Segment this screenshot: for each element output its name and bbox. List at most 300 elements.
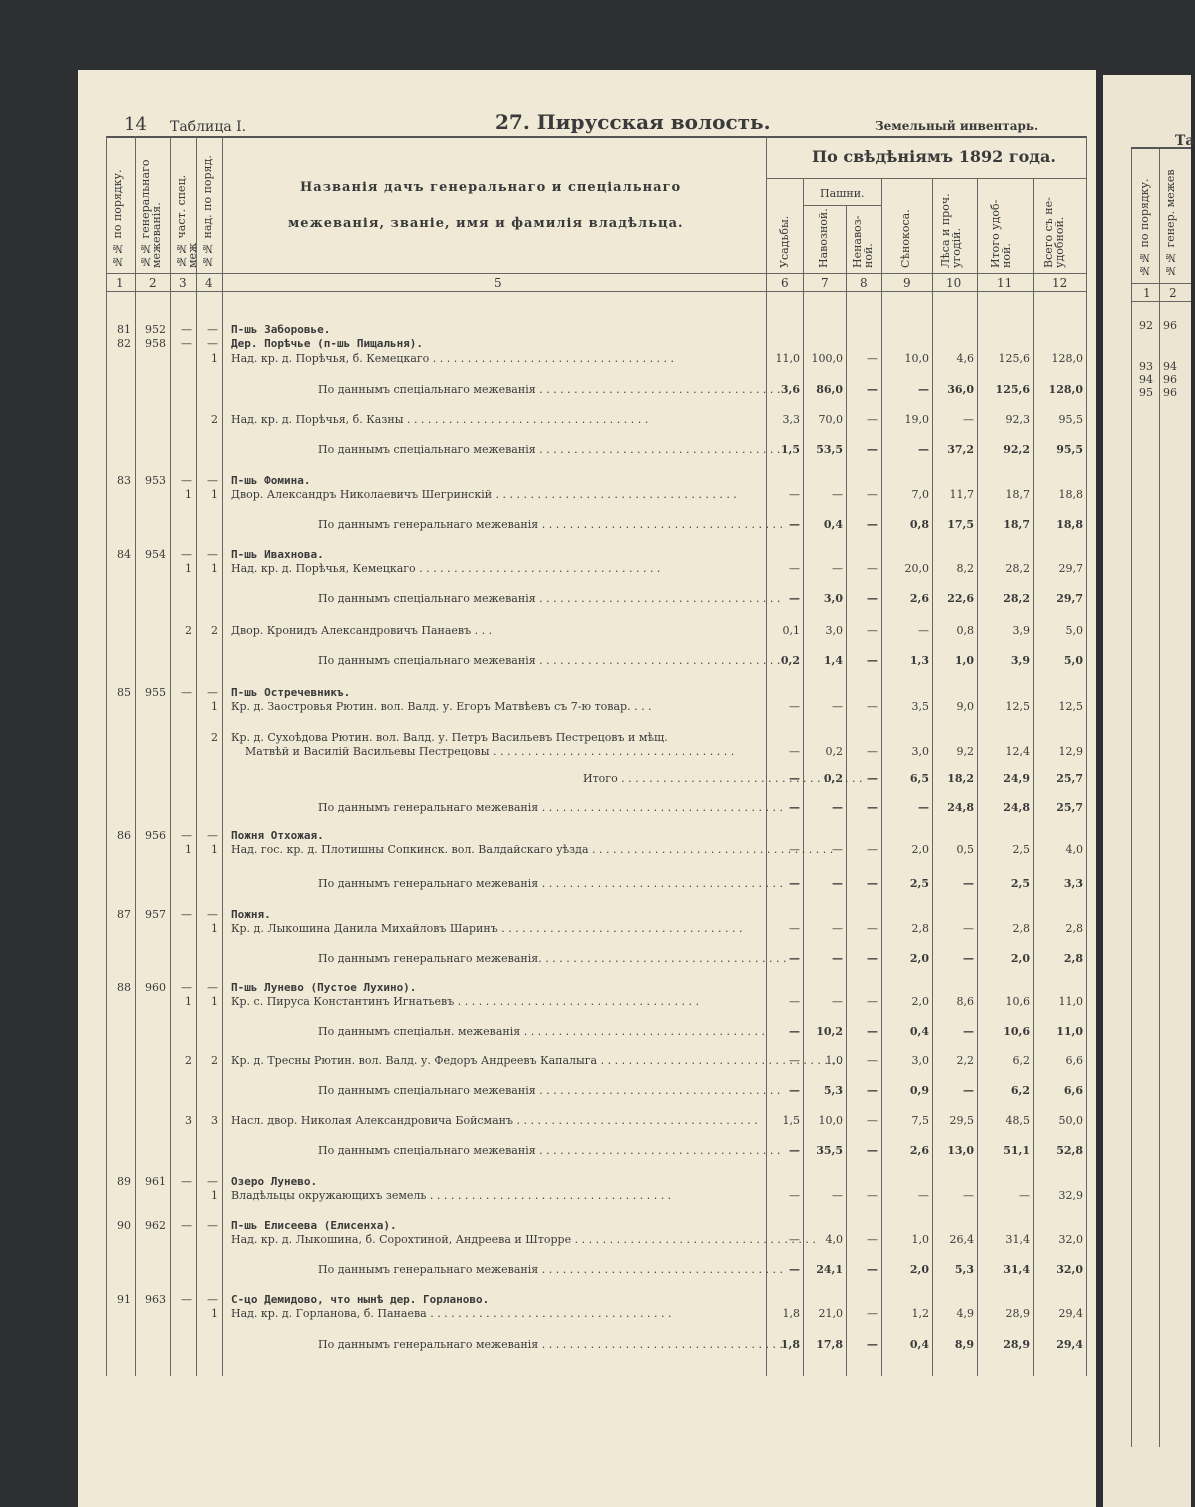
col-number: 11 — [997, 276, 1013, 290]
row-value-col12: 4,0 — [1065, 843, 1083, 856]
row-index-3: — — [181, 829, 192, 842]
row-value-col8: — — [867, 952, 878, 965]
table-row — [0, 413, 1191, 427]
row-value-col8: — — [867, 995, 878, 1008]
row-index-1: 82 — [117, 337, 131, 350]
row-value-col8: — — [867, 1144, 878, 1157]
row-value-col7: 10,0 — [818, 1114, 843, 1127]
row-name: По даннымъ спеціальнаго межеванія . . . — [318, 654, 763, 668]
row-index-4: 1 — [211, 488, 218, 501]
row-name: По даннымъ генеральнаго межеванія . . . — [318, 877, 763, 891]
row-value-col7: 0,4 — [823, 518, 843, 531]
row-value-col9: — — [918, 1189, 929, 1202]
row-value-col6: 0,2 — [780, 654, 800, 667]
row-index-4: 3 — [211, 1114, 218, 1127]
row-value-col10: — — [963, 922, 974, 935]
row-value-col12: 3,3 — [1063, 877, 1083, 890]
row-index-4: — — [207, 829, 218, 842]
table-row — [0, 1144, 1191, 1158]
table-row — [0, 801, 1191, 815]
row-value-col9: 2,5 — [909, 877, 929, 890]
row-index-3: — — [181, 1175, 192, 1188]
row-value-col9: 0,8 — [909, 518, 929, 531]
row-value-col9: 0,9 — [909, 1084, 929, 1097]
row-value-col6: — — [789, 592, 800, 605]
row-name: По даннымъ генеральнаго межеванія . . . — [318, 1338, 763, 1352]
row-value-col12: 11,0 — [1056, 1025, 1083, 1038]
row-value-col8: — — [867, 1114, 878, 1127]
row-index-4: — — [207, 323, 218, 336]
table-row — [0, 488, 1191, 502]
table-row — [0, 745, 1191, 759]
row-value-col6: — — [789, 700, 800, 713]
row-index-3: — — [181, 337, 192, 350]
row-index-2: 963 — [145, 1293, 166, 1306]
row-value-col10: 8,6 — [956, 995, 974, 1008]
row-value-col7: — — [832, 843, 843, 856]
row-value-col7: 1,0 — [825, 1054, 843, 1067]
row-value-col12: 6,6 — [1065, 1054, 1083, 1067]
table-top-rule — [106, 136, 1086, 138]
col5-header-line2: межеванія, званіе, имя и фамилія владѣльца. — [288, 216, 684, 231]
row-name: П-шь Фомина. — [231, 474, 311, 487]
row-value-col10: 5,3 — [954, 1263, 974, 1276]
row-value-col12: 95,5 — [1056, 443, 1083, 456]
row-value-col8: — — [867, 592, 878, 605]
row-value-col8: — — [867, 1338, 878, 1351]
next-row-n1: 92 — [1139, 319, 1153, 332]
table-row — [0, 1114, 1191, 1128]
row-value-col6: 1,5 — [782, 1114, 800, 1127]
table-row — [0, 1175, 1191, 1189]
row-name: Кр. д. Тресны Рютин. вол. Валд. у. Федоръ Андреевъ Капалыга . . . — [231, 1054, 761, 1068]
table-row — [0, 1054, 1191, 1068]
table-row — [0, 624, 1191, 638]
row-value-col10: 17,5 — [947, 518, 974, 531]
row-name: Двор. Кронидъ Александровичъ Панаевъ . . . — [231, 624, 493, 637]
row-name: Над. кр. д. Порѣчья, б. Кемецкаго . . . — [231, 352, 761, 366]
row-index-4: — — [207, 474, 218, 487]
row-value-col7: — — [832, 877, 843, 890]
row-value-col9: 20,0 — [904, 562, 929, 575]
next-row-n1: 93 — [1139, 360, 1153, 373]
row-index-1: 87 — [117, 908, 131, 921]
row-value-col7: — — [832, 922, 843, 935]
row-value-col11: 31,4 — [1003, 1263, 1030, 1276]
table-row — [0, 1338, 1191, 1352]
row-value-col9: 2,6 — [909, 592, 929, 605]
row-value-col7: 1,4 — [823, 654, 843, 667]
row-value-col7: 4,0 — [825, 1233, 843, 1246]
row-value-col10: 29,5 — [949, 1114, 974, 1127]
row-value-col9: 0,4 — [909, 1025, 929, 1038]
row-value-col6: — — [789, 1054, 800, 1067]
row-value-col10: 13,0 — [947, 1144, 974, 1157]
row-index-2: 960 — [145, 981, 166, 994]
row-value-col9: 2,6 — [909, 1144, 929, 1157]
col-number: 4 — [205, 276, 213, 290]
row-value-col11: 125,6 — [998, 352, 1030, 365]
table-row — [0, 548, 1191, 562]
section-title: Земельный инвентарь. — [875, 119, 1039, 133]
row-name: Владѣльцы окружающихъ земель . . . — [231, 1189, 761, 1203]
row-value-col6: — — [789, 1084, 800, 1097]
row-name: По даннымъ генеральнаго межеванія. . . . — [318, 952, 763, 966]
row-value-col12: 128,0 — [1048, 383, 1083, 396]
row-value-col7: 5,3 — [823, 1084, 843, 1097]
col-number: 8 — [860, 276, 868, 290]
row-value-col9: — — [918, 624, 929, 637]
row-value-col12: 50,0 — [1058, 1114, 1083, 1127]
row-value-col9: 2,0 — [909, 952, 929, 965]
row-value-col6: — — [789, 772, 800, 785]
table-row — [0, 337, 1191, 351]
row-value-col11: 28,2 — [1005, 562, 1030, 575]
row-value-col11: 28,9 — [1005, 1307, 1030, 1320]
row-value-col12: 25,7 — [1056, 801, 1083, 814]
row-index-4: — — [207, 1293, 218, 1306]
col-number: 6 — [781, 276, 789, 290]
row-index-2: 957 — [145, 908, 166, 921]
row-index-1: 90 — [117, 1219, 131, 1232]
row-value-col10: — — [963, 1084, 974, 1097]
row-value-col8: — — [867, 352, 878, 365]
row-value-col8: — — [867, 1263, 878, 1276]
pashni-header: Пашни. — [820, 187, 865, 200]
row-value-col12: 128,0 — [1051, 352, 1083, 365]
row-value-col12: 32,9 — [1058, 1189, 1083, 1202]
table-row — [0, 731, 1191, 745]
row-value-col11: 48,5 — [1005, 1114, 1030, 1127]
next-row-n1: 94 — [1139, 373, 1153, 386]
row-value-col11: 10,6 — [1003, 1025, 1030, 1038]
row-index-1: 83 — [117, 474, 131, 487]
row-value-col12: 2,8 — [1063, 952, 1083, 965]
row-name: П-шь Остречевникъ. — [231, 686, 351, 699]
row-name: Двор. Александръ Николаевичъ Шегринскій . . . — [231, 488, 761, 502]
row-value-col9: 2,0 — [911, 843, 929, 856]
row-value-col7: 86,0 — [816, 383, 843, 396]
row-value-col10: — — [963, 877, 974, 890]
table-row — [0, 981, 1191, 995]
row-value-col10: 9,0 — [956, 700, 974, 713]
row-value-col11: 92,3 — [1005, 413, 1030, 426]
row-name: Пожня. — [231, 908, 271, 921]
row-value-col12: 6,6 — [1063, 1084, 1083, 1097]
row-value-col10: 1,0 — [954, 654, 974, 667]
row-value-col6: 0,1 — [782, 624, 800, 637]
row-value-col8: — — [867, 877, 878, 890]
row-name: По даннымъ генеральнаго межеванія . . . — [318, 801, 763, 815]
row-value-col6: — — [789, 922, 800, 935]
row-value-col9: 2,0 — [909, 1263, 929, 1276]
row-value-col11: — — [1019, 1189, 1030, 1202]
col11-header: Итого удоб-ной. — [989, 199, 1013, 268]
row-value-col8: — — [867, 1054, 878, 1067]
row-index-3: — — [181, 686, 192, 699]
row-index-3: 1 — [185, 843, 192, 856]
row-index-1: 91 — [117, 1293, 131, 1306]
next-page-header: Та — [1175, 133, 1195, 149]
next-row-n2: 96 — [1163, 373, 1177, 386]
row-value-col12: 52,8 — [1056, 1144, 1083, 1157]
row-name: Над. кр. д. Порѣчья, б. Казны . . . — [231, 413, 761, 427]
row-name: Насл. двор. Николая Александровича Бойсманъ . . . — [231, 1114, 761, 1128]
row-value-col8: — — [867, 1189, 878, 1202]
row-value-col9: 10,0 — [904, 352, 929, 365]
row-value-col8: — — [867, 413, 878, 426]
row-value-col9: 2,0 — [911, 995, 929, 1008]
col-number: 5 — [494, 276, 502, 290]
row-index-1: 85 — [117, 686, 131, 699]
row-value-col7: — — [832, 995, 843, 1008]
table-row — [0, 1233, 1191, 1247]
row-value-col10: 8,9 — [954, 1338, 974, 1351]
row-value-col8: — — [867, 518, 878, 531]
next-row-n1: 95 — [1139, 386, 1153, 399]
row-value-col10: 4,6 — [956, 352, 974, 365]
ledger-page — [78, 70, 1096, 1507]
col6-header: Усадьбы. — [778, 215, 791, 268]
table-row — [0, 952, 1191, 966]
row-value-col9: 1,2 — [911, 1307, 929, 1320]
row-value-col11: 51,1 — [1003, 1144, 1030, 1157]
row-index-2: 952 — [145, 323, 166, 336]
row-name: Над. кр. д. Порѣчья, Кемецкаго . . . — [231, 562, 761, 576]
row-value-col10: 2,2 — [956, 1054, 974, 1067]
row-value-col8: — — [867, 488, 878, 501]
row-value-col9: 7,0 — [911, 488, 929, 501]
col1-header: №№ по порядку. — [111, 169, 124, 268]
row-name: По даннымъ генеральнаго межеванія . . . — [318, 518, 763, 532]
table-row — [0, 383, 1191, 397]
row-value-col6: — — [789, 518, 800, 531]
table-row — [0, 443, 1191, 457]
row-index-4: — — [207, 686, 218, 699]
row-value-col9: 3,5 — [911, 700, 929, 713]
row-index-1: 89 — [117, 1175, 131, 1188]
row-value-col8: — — [867, 843, 878, 856]
row-name: С-цо Демидово, что нынѣ дер. Горланово. — [231, 1293, 490, 1306]
row-index-4: — — [207, 1219, 218, 1232]
row-name: П-шь Заборовье. — [231, 323, 331, 336]
row-value-col12: 5,0 — [1063, 654, 1083, 667]
row-index-4: 1 — [211, 352, 218, 365]
row-value-col7: — — [832, 700, 843, 713]
row-value-col8: — — [867, 624, 878, 637]
row-value-col12: 29,7 — [1056, 592, 1083, 605]
row-value-col11: 24,8 — [1003, 801, 1030, 814]
row-value-col9: — — [918, 801, 929, 814]
row-value-col8: — — [867, 562, 878, 575]
row-value-col11: 18,7 — [1003, 518, 1030, 531]
numbers-rule — [106, 291, 1086, 292]
row-value-col6: — — [789, 843, 800, 856]
row-value-col12: 2,8 — [1065, 922, 1083, 935]
row-name: Над. кр. д. Горланова, б. Панаева . . . — [231, 1307, 761, 1321]
row-value-col6: 3,3 — [782, 413, 800, 426]
row-value-col6: 3,6 — [780, 383, 800, 396]
row-value-col6: — — [789, 995, 800, 1008]
col5-header-line1: Названія дачъ генеральнаго и спеціальнаго — [300, 180, 682, 195]
row-name: По даннымъ спеціальнаго межеванія . . . — [318, 1084, 763, 1098]
row-value-col11: 6,2 — [1010, 1084, 1030, 1097]
col2-header: №№ генеральнаго межеванія. — [139, 159, 163, 268]
row-value-col7: 3,0 — [823, 592, 843, 605]
group-rule — [766, 178, 1086, 179]
row-index-2: 954 — [145, 548, 166, 561]
row-index-4: — — [207, 1175, 218, 1188]
row-value-col12: 12,5 — [1058, 700, 1083, 713]
col-border — [1159, 147, 1160, 1447]
row-value-col12: 32,0 — [1058, 1233, 1083, 1246]
row-index-4: — — [207, 337, 218, 350]
row-value-col9: 1,3 — [909, 654, 929, 667]
row-value-col9: 3,0 — [911, 745, 929, 758]
row-value-col11: 2,8 — [1012, 922, 1030, 935]
table-row — [0, 1293, 1191, 1307]
col-number: 1 — [116, 276, 124, 290]
row-value-col11: 6,2 — [1012, 1054, 1030, 1067]
row-value-col11: 18,7 — [1005, 488, 1030, 501]
row-index-3: 1 — [185, 995, 192, 1008]
row-index-1: 86 — [117, 829, 131, 842]
row-value-col7: — — [832, 801, 843, 814]
row-value-col10: — — [963, 1025, 974, 1038]
row-value-col6: — — [789, 1025, 800, 1038]
col-number: 12 — [1052, 276, 1068, 290]
row-value-col10: 11,7 — [949, 488, 974, 501]
row-value-col11: 31,4 — [1005, 1233, 1030, 1246]
table-label: Таблица I. — [170, 119, 247, 135]
row-index-4: — — [207, 981, 218, 994]
row-value-col6: — — [789, 1263, 800, 1276]
col12-header: Всего съ не-удобной. — [1042, 197, 1066, 268]
row-value-col8: — — [867, 443, 878, 456]
col4-header: №№ над. по поряд. — [201, 155, 214, 268]
row-name: По даннымъ спеціальнаго межеванія . . . — [318, 592, 763, 606]
row-index-2: 956 — [145, 829, 166, 842]
row-index-1: 81 — [117, 323, 131, 336]
row-value-col11: 3,9 — [1012, 624, 1030, 637]
row-index-4: 1 — [211, 922, 218, 935]
row-index-3: 3 — [185, 1114, 192, 1127]
col-number: 10 — [946, 276, 962, 290]
row-value-col9: 19,0 — [904, 413, 929, 426]
row-name: П-шь Лунево (Пустое Лухино). — [231, 981, 417, 994]
row-value-col9: 6,5 — [909, 772, 929, 785]
pashni-rule — [803, 205, 881, 206]
row-name: Озеро Лунево. — [231, 1175, 318, 1188]
row-name: Пожня Отхожая. — [231, 829, 324, 842]
table-row — [0, 1263, 1191, 1277]
row-value-col6: 1,5 — [780, 443, 800, 456]
row-index-4: 2 — [211, 413, 218, 426]
row-name: По даннымъ спеціальн. межеванія . . . — [318, 1025, 763, 1039]
row-value-col6: — — [789, 1189, 800, 1202]
row-value-col11: 92,2 — [1003, 443, 1030, 456]
row-index-4: 2 — [211, 731, 218, 744]
row-value-col11: 12,4 — [1005, 745, 1030, 758]
row-value-col6: — — [789, 801, 800, 814]
row-value-col11: 10,6 — [1005, 995, 1030, 1008]
col9-header: Сѣнокоса. — [899, 209, 912, 268]
table-row — [0, 1307, 1191, 1321]
row-name: Над. кр. д. Лыкошина, б. Сорохтиной, Андреева и Шторре . . . — [231, 1233, 761, 1247]
page-number: 14 — [124, 114, 147, 135]
row-value-col10: 22,6 — [947, 592, 974, 605]
col-number: 7 — [821, 276, 829, 290]
row-value-col9: 1,0 — [911, 1233, 929, 1246]
header-rule — [106, 273, 1086, 274]
page-title: 27. Пирусская волость. — [495, 110, 771, 134]
row-value-col7: 21,0 — [818, 1307, 843, 1320]
row-index-4: 1 — [211, 843, 218, 856]
row-name: Дер. Порѣчье (п-шь Пищальня). — [231, 337, 424, 350]
row-value-col12: 11,0 — [1058, 995, 1083, 1008]
row-value-col12: 32,0 — [1056, 1263, 1083, 1276]
row-index-1: 84 — [117, 548, 131, 561]
row-index-2: 958 — [145, 337, 166, 350]
row-index-3: 1 — [185, 562, 192, 575]
row-value-col9: 7,5 — [911, 1114, 929, 1127]
row-name: Над. гос. кр. д. Плотишны Сопкинск. вол. Валдайскаго уѣзда . . . — [231, 843, 761, 857]
table-row — [0, 654, 1191, 668]
row-index-4: 1 — [211, 562, 218, 575]
row-index-3: — — [181, 323, 192, 336]
next-row-n2: 94 — [1163, 360, 1177, 373]
row-value-col7: — — [832, 488, 843, 501]
row-value-col10: 26,4 — [949, 1233, 974, 1246]
row-value-col9: 0,4 — [909, 1338, 929, 1351]
row-name: Кр. д. Сухоѣдова Рютин. вол. Валд. у. Петръ Васильевъ Пестрецовъ и мѣщ. — [231, 731, 668, 744]
row-value-col11: 12,5 — [1005, 700, 1030, 713]
next-col1-header: №№ по порядку. — [1138, 178, 1151, 277]
row-name: Кр. с. Пируса Константинъ Игнатьевъ . . . — [231, 995, 761, 1009]
row-index-3: 2 — [185, 1054, 192, 1067]
row-value-col8: — — [867, 654, 878, 667]
row-index-4: — — [207, 908, 218, 921]
row-value-col12: 29,7 — [1058, 562, 1083, 575]
row-value-col12: 12,9 — [1058, 745, 1083, 758]
row-index-3: — — [181, 474, 192, 487]
row-value-col7: 35,5 — [816, 1144, 843, 1157]
row-value-col8: — — [867, 1025, 878, 1038]
row-value-col6: — — [789, 1233, 800, 1246]
row-value-col11: 28,9 — [1003, 1338, 1030, 1351]
row-value-col11: 28,2 — [1003, 592, 1030, 605]
table-row — [0, 686, 1191, 700]
row-index-3: — — [181, 908, 192, 921]
col7-header: Навозной. — [817, 208, 830, 268]
table-row — [0, 592, 1191, 606]
table-row — [0, 1219, 1191, 1233]
row-value-col7: 17,8 — [816, 1338, 843, 1351]
row-value-col6: — — [789, 562, 800, 575]
row-value-col6: 1,8 — [780, 1338, 800, 1351]
col-number: 3 — [179, 276, 187, 290]
row-value-col7: 0,2 — [825, 745, 843, 758]
row-index-2: 955 — [145, 686, 166, 699]
row-index-3: — — [181, 1219, 192, 1232]
col8-header: Ненавоз-ной. — [851, 215, 875, 268]
row-name: Кр. д. Лыкошина Данила Михайловъ Шаринъ . . . — [231, 922, 761, 936]
col-number: 2 — [149, 276, 157, 290]
row-index-1: 88 — [117, 981, 131, 994]
table-row — [0, 877, 1191, 891]
row-index-3: — — [181, 548, 192, 561]
row-value-col12: 29,4 — [1058, 1307, 1083, 1320]
